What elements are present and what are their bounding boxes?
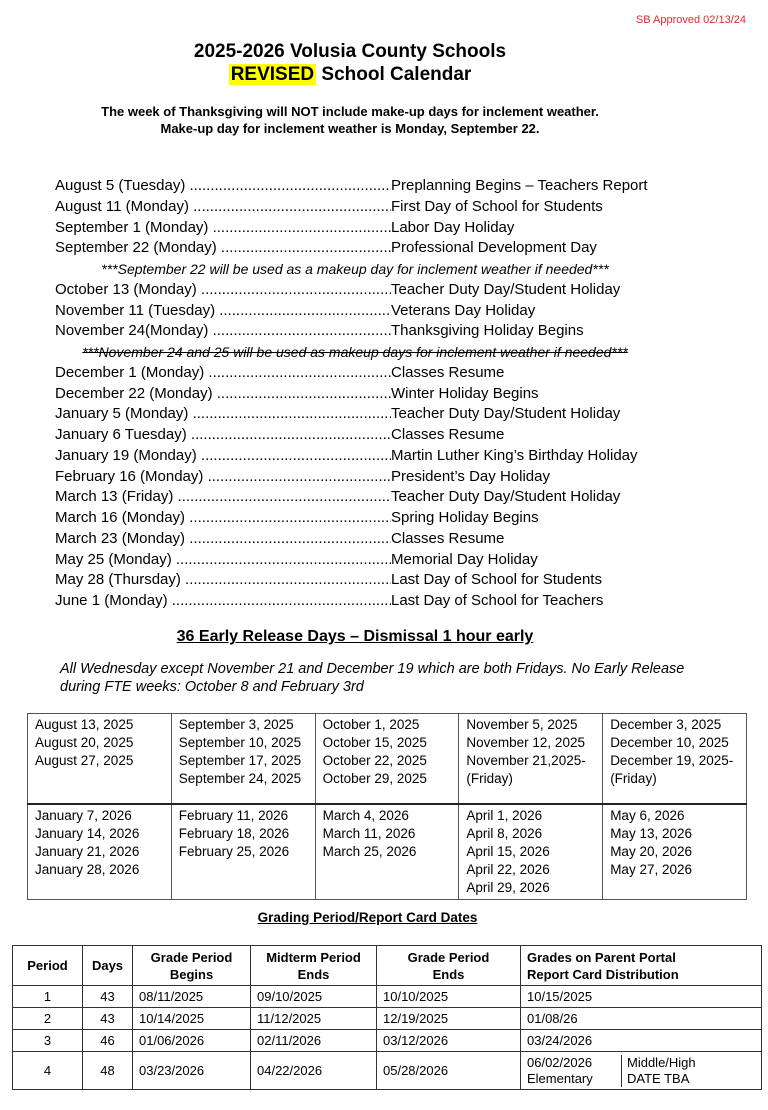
page-title [0,40,700,86]
early-release-cell [315,804,459,900]
portal-elem-date: 06/02/2026 [527,1054,593,1070]
early-release-date: December 19, 2025- [610,753,734,768]
event-name: Teacher Duty Day/Student Holiday [391,405,621,423]
grading-period: 4 [13,1052,83,1090]
header-midterm-1: Midterm Period [266,949,361,965]
grading-row [13,1008,762,1030]
early-release-date: October 15, 2025 [322,735,427,750]
early-release-title: 36 Early Release Days – Dismissal 1 hour early [176,628,534,645]
grading-days: 48 [83,1052,133,1090]
title-line-2 [0,63,700,86]
early-release-date: September 3, 2025 [178,717,294,732]
event-name: Teacher Duty Day/Student Holiday [391,280,621,298]
early-release-date: May 13, 2026 [610,825,692,841]
notice-line-2: Make-up day for inclement weather is Monday, September 22. [160,121,540,136]
event-name: Spring Holiday Begins [391,509,539,526]
event-name: Winter Holiday Begins [391,384,539,402]
weather-notice [0,103,700,137]
grading-portal: 03/24/2026 [521,1030,762,1052]
early-release-table [27,713,747,900]
early-release-date: April 1, 2026 [466,807,543,823]
grading-period: 2 [13,1008,83,1030]
portal-mh-label: Middle/High [627,1054,696,1070]
early-release-date: October 22, 2025 [322,753,427,768]
early-release-date: February 25, 2026 [178,843,290,859]
event-row [55,321,695,342]
event-date: March 16 (Monday) ..... [55,508,391,529]
grading-midterm: 09/10/2025 [251,986,377,1008]
early-release-cell [459,804,603,900]
early-release-date: November 21,2025- [466,753,586,768]
event-row [55,570,695,591]
grading-midterm: 02/11/2026 [251,1030,377,1052]
event-date: June 1 (Monday) ..... [55,591,391,612]
event-date: May 28 (Thursday) ..... [55,570,391,591]
grading-title: Grading Period/Report Card Dates [257,910,478,925]
event-name: Martin Luther King’s Birthday Holiday [391,446,638,464]
grading-header-row [13,946,762,986]
grading-midterm: 04/22/2026 [251,1052,377,1090]
event-row [55,238,695,259]
grading-begins: 08/11/2025 [133,986,251,1008]
event-name: Professional Development Day [391,239,597,257]
early-release-date: May 6, 2026 [610,807,685,823]
header-portal-2: Report Card Distribution [527,966,679,982]
event-date: October 13 (Monday) ..... [55,280,391,301]
event-name: Veterans Day Holiday [391,301,536,319]
early-release-date: November 12, 2025 [466,735,585,750]
early-release-date: September 24, 2025 [178,771,302,786]
early-release-date: March 4, 2026 [322,807,409,823]
event-row [55,425,695,446]
early-release-cell [315,714,459,804]
header-midterm [251,946,377,986]
early-release-date: August 13, 2025 [35,717,134,732]
notice-line-1: The week of Thanksgiving will NOT include make-up days for inclement weather. [101,104,599,119]
event-name: Classes Resume [391,363,505,381]
event-date: January 6 Tuesday) ..... [55,425,391,446]
early-release-date: April 8, 2026 [466,825,543,841]
early-release-date: May 27, 2026 [610,861,692,877]
grading-ends: 03/12/2026 [377,1030,521,1052]
event-date: August 5 (Tuesday) ..... [55,176,391,197]
grading-ends: 05/28/2026 [377,1052,521,1090]
grading-begins: 01/06/2026 [133,1030,251,1052]
early-release-date: March 25, 2026 [322,843,417,859]
early-release-date: October 1, 2025 [322,717,420,732]
event-name: Teacher Duty Day/Student Holiday [391,488,621,506]
event-date: September 22 (Monday) ..... [55,238,391,259]
event-date: January 5 (Monday) ..... [55,404,391,425]
event-date: March 23 (Monday) ..... [55,529,391,550]
header-period: Period [13,946,83,986]
event-date: March 13 (Friday) ..... [55,487,391,508]
early-release-cell [459,714,603,804]
grading-row [13,1052,762,1090]
grading-days: 46 [83,1030,133,1052]
grading-begins: 10/14/2025 [133,1008,251,1030]
event-name: President’s Day Holiday [391,467,550,485]
grading-period: 1 [13,986,83,1008]
event-row [55,280,695,301]
event-date: August 11 (Monday) ..... [55,197,391,218]
event-name: Memorial Day Holiday [391,550,538,568]
grading-row [13,986,762,1008]
event-note: ***September 22 will be used as a makeup day for inclement weather if needed*** [101,261,609,277]
early-release-cell [603,804,747,900]
portal-split [527,1055,761,1087]
event-name: Classes Resume [391,529,505,547]
event-name: Preplanning Begins – Teachers Report [391,177,648,194]
header-ends-2: Ends [432,966,465,982]
event-row [55,550,695,571]
early-release-date: March 11, 2026 [322,825,416,841]
grading-period: 3 [13,1030,83,1052]
event-note: ***November 24 and 25 will be used as makeup days for inclement weather if needed*** [82,344,628,360]
portal-mh-date: DATE TBA [627,1070,690,1086]
header-begins [133,946,251,986]
grading-table [12,945,762,1090]
event-date: January 19 (Monday) ..... [55,446,391,467]
grading-ends: 10/10/2025 [377,986,521,1008]
early-release-cell [171,804,315,900]
early-release-date: February 11, 2026 [178,807,289,823]
portal-middle-high [621,1055,696,1087]
early-release-cell [603,714,747,804]
grading-portal: 10/15/2025 [521,986,762,1008]
revised-highlight: REVISED [230,64,315,85]
header-portal-1: Grades on Parent Portal [527,949,676,965]
portal-elem-label: Elementary [527,1070,593,1086]
header-midterm-2: Ends [297,966,330,982]
event-date: February 16 (Monday) ..... [55,467,391,488]
early-release-cell [28,804,172,900]
event-row [55,446,695,467]
early-release-date: November 5, 2025 [466,717,578,732]
grading-midterm: 11/12/2025 [251,1008,377,1030]
title-line-1: 2025-2026 Volusia County Schools [193,41,507,62]
portal-elementary [527,1055,619,1087]
calendar-events-list [55,176,695,612]
event-name: Thanksgiving Holiday Begins [391,322,584,340]
early-release-date: September 10, 2025 [178,735,302,750]
early-release-cell [28,714,172,804]
grading-days: 43 [83,1008,133,1030]
early-release-date: (Friday) [466,771,513,786]
event-date: May 25 (Monday) ..... [55,550,391,571]
early-release-date: April 15, 2026 [466,843,550,859]
event-date: November 11 (Tuesday) ..... [55,301,391,322]
early-release-date: January 14, 2026 [35,825,140,841]
grading-ends: 12/19/2025 [377,1008,521,1030]
early-release-date: December 3, 2025 [610,717,722,732]
early-release-date: January 21, 2026 [35,843,140,859]
header-days: Days [83,946,133,986]
header-ends [377,946,521,986]
grading-portal [521,1052,762,1090]
early-release-date: August 27, 2025 [35,753,134,768]
early-release-date: August 20, 2025 [35,735,134,750]
event-row [55,176,695,197]
early-release-date: February 18, 2026 [178,825,290,841]
event-row [55,301,695,322]
event-row [55,404,695,425]
header-begins-2: Begins [169,966,214,982]
early-release-date: May 20, 2026 [610,843,692,859]
early-release-date: October 29, 2025 [322,771,427,786]
event-row [55,363,695,384]
title-line-2-rest: School Calendar [321,64,472,85]
header-ends-1: Grade Period [407,949,490,965]
early-release-row [28,714,747,804]
event-row [55,384,695,405]
event-name: Last Day of School for Teachers [391,592,604,609]
grading-portal: 01/08/26 [521,1008,762,1030]
early-release-note: All Wednesday except November 21 and December 19 which are both Fridays. No Early Release during FTE weeks: October 8 and February 3rd [60,661,685,695]
early-release-row [28,804,747,900]
event-date: September 1 (Monday) ..... [55,218,391,239]
grading-days: 43 [83,986,133,1008]
grading-begins: 03/23/2026 [133,1052,251,1090]
event-date: December 22 (Monday) ..... [55,384,391,405]
early-release-date: April 29, 2026 [466,879,550,895]
early-release-date: April 22, 2026 [466,861,550,877]
event-date: November 24(Monday) ..... [55,321,391,342]
early-release-date: January 7, 2026 [35,807,132,823]
event-row [55,218,695,239]
approval-stamp: SB Approved 02/13/24 [635,14,746,26]
event-name: Last Day of School for Students [391,571,602,589]
event-name: Labor Day Holiday [391,218,515,236]
grading-row [13,1030,762,1052]
header-portal [521,946,762,986]
early-release-date: December 10, 2025 [610,735,729,750]
header-begins-1: Grade Period [150,949,233,965]
event-row [55,529,695,550]
event-row [55,487,695,508]
event-row [55,197,695,218]
event-row [55,467,695,488]
early-release-date: September 17, 2025 [178,753,302,768]
event-date: December 1 (Monday) ..... [55,363,391,384]
event-name: Classes Resume [391,426,505,443]
early-release-cell [171,714,315,804]
event-row [55,508,695,529]
early-release-date: (Friday) [610,771,657,786]
early-release-date: January 28, 2026 [35,861,140,877]
event-name: First Day of School for Students [391,197,603,215]
event-row [55,591,695,612]
